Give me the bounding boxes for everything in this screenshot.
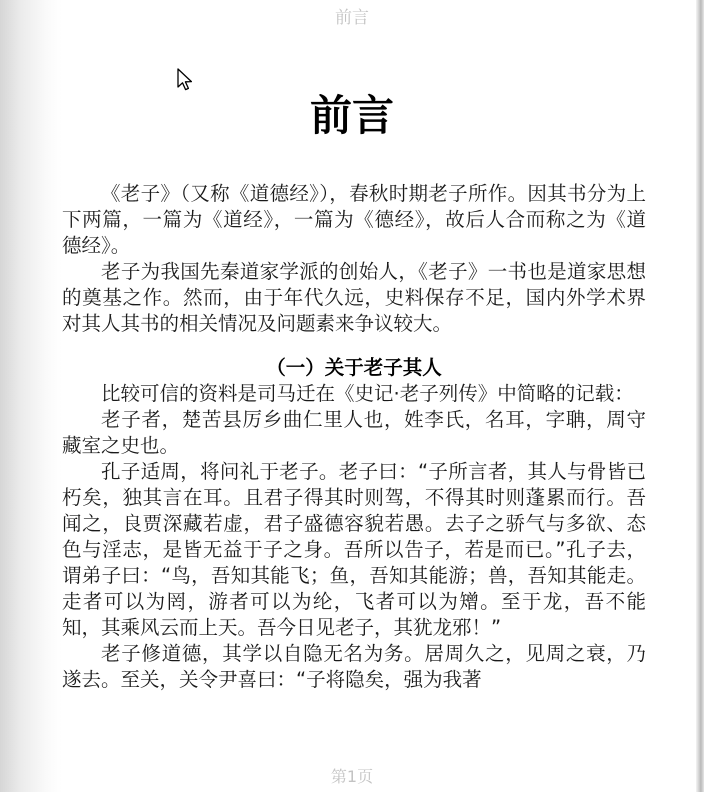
paragraph-intro-2: 老子为我国先秦道家学派的创始人，《老子》一书也是道家思想的奠基之作。然而，由于年代久远，史料保存不足，国内外学术界对其人其书的相关情况及问题素来争议较大。 <box>62 260 646 335</box>
section-heading: （一）关于老子其人 <box>266 356 442 379</box>
paragraph: 孔子适周，将问礼于老子。老子曰：“子所言者，其人与骨皆已朽矣，独其言在耳。且君子得其时则驾，不得其时则蓬累而行。吾闻之，良贾深藏若虚，君子盛德容貌若愚。去子之骄气与多欲、态色与淫志，是皆无益于子之身。吾所以告子，若是而已。”孔子去，谓弟子曰：“鸟，吾知其能飞；鱼，吾知其能游；兽，吾知其能走。走者可以为罔，游者可以为纶，飞者可以为矰。至于龙，吾不能知，其乘风云而上天。吾今日见老子，其犹龙邪！” <box>62 460 646 639</box>
paragraph: 老子者，楚苦县厉乡曲仁里人也，姓李氏，名耳，字聃，周守藏室之史也。 <box>62 408 646 457</box>
paragraph: 老子修道德，其学以自隐无名为务。居周久之，见周之衰，乃遂去。至关，关令尹喜曰：“子将隐矣，强为我著 <box>62 642 646 691</box>
document-body <box>62 181 646 741</box>
running-header-title: 前言 <box>335 8 369 28</box>
page-title: 前言 <box>309 91 394 140</box>
mouse-pointer-icon <box>176 68 194 92</box>
paragraph: 比较可信的资料是司马迁在《史记·老子列传》中简略的记载： <box>101 382 634 405</box>
page-number: 第1页 <box>330 767 374 786</box>
paragraph-intro-1: 《老子》（又称《道德经》），春秋时期老子所作。因其书分为上下两篇，一篇为《道经》，一篇为《德经》，故后人合而称之为《道德经》。 <box>62 182 646 257</box>
